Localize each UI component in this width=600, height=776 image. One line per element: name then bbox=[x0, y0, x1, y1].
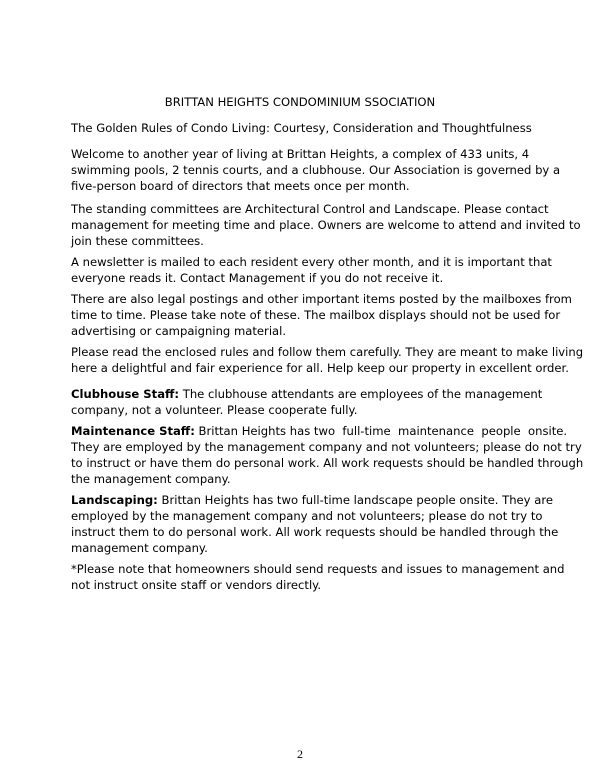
line-text: not instruct onsite staff or vendors directly. bbox=[71, 578, 322, 592]
paragraph-line bbox=[71, 146, 560, 162]
paragraph-line bbox=[71, 254, 552, 270]
line-text: The standing committees are Architectural Control and Landscape. Please contact bbox=[71, 202, 549, 216]
line-text: advertising or campaigning material. bbox=[71, 324, 287, 338]
paragraph-newsletter bbox=[71, 254, 552, 286]
paragraph-line bbox=[71, 471, 583, 487]
line-text: everyone reads it. Contact Management if you do not receive it. bbox=[71, 271, 444, 285]
paragraph-line bbox=[71, 291, 572, 307]
paragraph-clubhouse-staff bbox=[71, 386, 542, 418]
paragraph-heading: Landscaping: bbox=[71, 493, 158, 507]
document-subtitle: The Golden Rules of Condo Living: Courtesy, Consideration and Thoughtfulness bbox=[71, 121, 532, 135]
paragraph-note bbox=[71, 561, 565, 593]
paragraph-line bbox=[71, 360, 583, 376]
line-text: A newsletter is mailed to each resident every other month, and it is important that bbox=[71, 255, 552, 269]
paragraph-line bbox=[71, 423, 583, 439]
paragraph-line bbox=[71, 344, 583, 360]
paragraph-line bbox=[71, 307, 572, 323]
paragraph-heading: Clubhouse Staff: bbox=[71, 387, 180, 401]
paragraph-maintenance-staff bbox=[71, 423, 583, 487]
line-text: The clubhouse attendants are employees of the management bbox=[179, 387, 543, 401]
paragraph-line bbox=[71, 217, 581, 233]
line-text: They are employed by the management company and not volunteers; please do not try bbox=[71, 440, 582, 454]
line-text: join these committees. bbox=[71, 234, 204, 248]
paragraph-line bbox=[71, 561, 565, 577]
line-text: Brittan Heights has two full-time landscape people onsite. They are bbox=[157, 493, 553, 507]
line-text: Brittan Heights has two full-time maintenance people onsite. bbox=[194, 424, 568, 438]
paragraph-line bbox=[71, 233, 581, 249]
paragraph-line bbox=[71, 386, 542, 402]
paragraph-line bbox=[71, 492, 558, 508]
page-number: 2 bbox=[297, 747, 303, 761]
paragraph-line bbox=[71, 508, 558, 524]
line-text: Welcome to another year of living at Brittan Heights, a complex of 433 units, 4 bbox=[71, 147, 530, 161]
paragraph-line bbox=[71, 577, 565, 593]
paragraph-line bbox=[71, 524, 558, 540]
line-text: five-person board of directors that meets once per month. bbox=[71, 179, 410, 193]
line-text: employed by the management company and not volunteers; please do not try to bbox=[71, 509, 543, 523]
paragraph-committees bbox=[71, 201, 581, 249]
line-text: management for meeting time and place. Owners are welcome to attend and invited to bbox=[71, 218, 581, 232]
paragraph-line bbox=[71, 178, 560, 194]
paragraph-line bbox=[71, 201, 581, 217]
line-text: management company. bbox=[71, 541, 208, 555]
paragraph-rules bbox=[71, 344, 583, 376]
line-text: company, not a volunteer. Please cooperate fully. bbox=[71, 403, 358, 417]
line-text: There are also legal postings and other important items posted by the mailboxes from bbox=[71, 292, 572, 306]
document-title: BRITTAN HEIGHTS CONDOMINIUM SSOCIATION bbox=[164, 95, 436, 109]
paragraph-line bbox=[71, 455, 583, 471]
line-text: *Please note that homeowners should send requests and issues to management and bbox=[71, 562, 565, 576]
line-text: Please read the enclosed rules and follow them carefully. They are meant to make living bbox=[71, 345, 584, 359]
line-text: time to time. Please take note of these. The mailbox displays should not be used for bbox=[71, 308, 561, 322]
line-text: to instruct or have them do personal work. All work requests should be handled through bbox=[71, 456, 584, 470]
paragraph-line bbox=[71, 439, 583, 455]
paragraph-postings bbox=[71, 291, 572, 339]
paragraph-landscaping bbox=[71, 492, 558, 556]
paragraph-line bbox=[71, 323, 572, 339]
paragraph-heading: Maintenance Staff: bbox=[71, 424, 195, 438]
paragraph-line bbox=[71, 270, 552, 286]
paragraph-line bbox=[71, 162, 560, 178]
paragraph-line bbox=[71, 540, 558, 556]
line-text: instruct them to do personal work. All work requests should be handled through the bbox=[71, 525, 559, 539]
line-text: swimming pools, 2 tennis courts, and a clubhouse. Our Association is governed by a bbox=[71, 163, 561, 177]
line-text: the management company. bbox=[71, 472, 231, 486]
line-text: here a delightful and fair experience for all. Help keep our property in excellent order. bbox=[71, 361, 569, 375]
paragraph-welcome bbox=[71, 146, 560, 194]
paragraph-line bbox=[71, 402, 542, 418]
